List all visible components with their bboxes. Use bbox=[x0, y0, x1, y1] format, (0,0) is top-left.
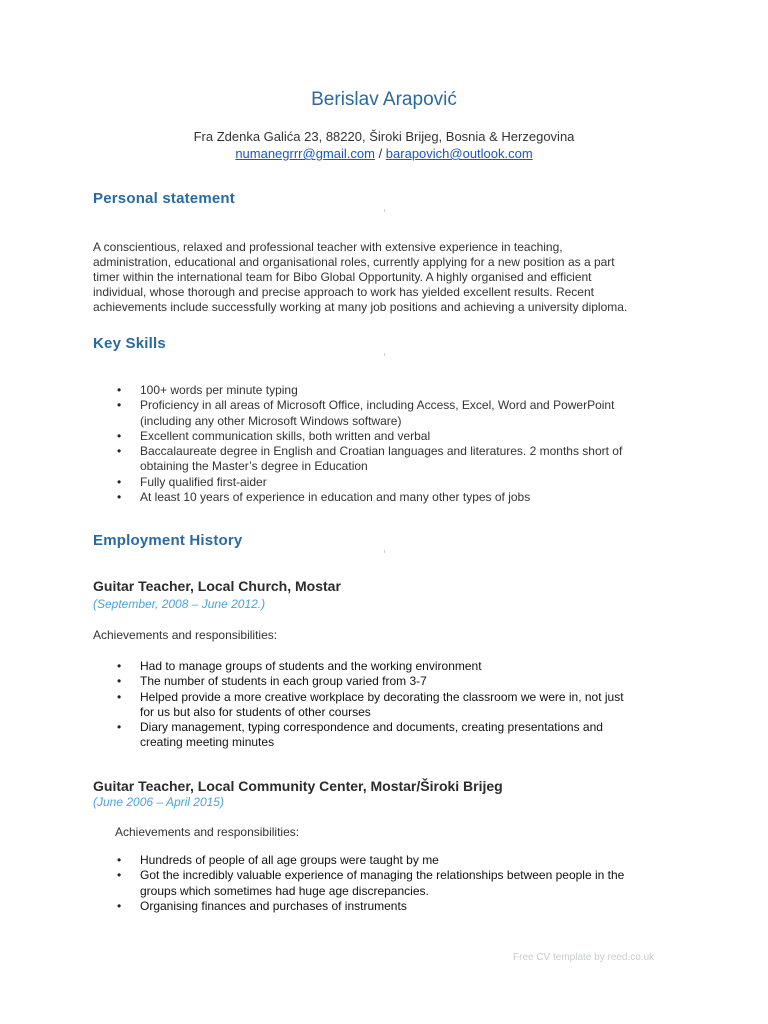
job-title: Guitar Teacher, Local Community Center, Mostar/Široki Brijeg bbox=[93, 778, 503, 794]
list-item: • Got the incredibly valuable experience of managing the relationships between people in the groups which sometimes had huge age discrepancies. bbox=[93, 868, 673, 899]
list-item: • Hundreds of people of all age groups were taught by me bbox=[93, 853, 673, 868]
candidate-address: Fra Zdenka Galića 23, 88220, Široki Brijeg, Bosnia & Herzegovina bbox=[193, 129, 575, 144]
achievements-label: Achievements and responsibilities: bbox=[93, 628, 278, 642]
list-item: • Fully qualified first-aider bbox=[93, 475, 673, 490]
job-dates: (September, 2008 – June 2012.) bbox=[93, 597, 266, 611]
achievements-label: Achievements and responsibilities: bbox=[115, 825, 300, 839]
personal-statement-heading: Personal statement bbox=[93, 190, 235, 207]
list-item: • Diary management, typing correspondence and documents, creating presentations and creating meeting minutes bbox=[93, 720, 673, 751]
key-skills-list bbox=[93, 383, 673, 505]
list-item: • Organising finances and purchases of instruments bbox=[93, 899, 673, 914]
job-responsibilities-list bbox=[93, 659, 673, 751]
list-item: • Baccalaureate degree in English and Croatian languages and literatures. 2 months short of obtaining the Master’s degree in Education bbox=[93, 444, 673, 475]
statement-line: timer within the international team for Bibo Global Opportunity. A highly organised and efficient bbox=[93, 270, 592, 284]
list-item: • Had to manage groups of students and the working environment bbox=[93, 659, 673, 674]
employment-history-heading: Employment History bbox=[93, 532, 243, 549]
list-item: • Excellent communication skills, both written and verbal bbox=[93, 429, 673, 444]
statement-line: individual, whose thorough and precise approach to work has yielded excellent results. Recent bbox=[93, 285, 594, 299]
key-skills-heading: Key Skills bbox=[93, 335, 166, 352]
section-divider-mark bbox=[384, 209, 385, 212]
list-item: • At least 10 years of experience in education and many other types of jobs bbox=[93, 490, 673, 505]
job-title: Guitar Teacher, Local Church, Mostar bbox=[93, 578, 341, 594]
template-credit: Free CV template by reed.co.uk bbox=[513, 952, 655, 963]
job-dates: (June 2006 – April 2015) bbox=[93, 795, 224, 809]
list-item: • Helped provide a more creative workplace by decorating the classroom we were in, not just for us but also for students of other courses bbox=[93, 690, 673, 721]
section-divider-mark bbox=[384, 353, 385, 356]
contact-emails bbox=[0, 146, 768, 162]
personal-statement-text bbox=[93, 240, 673, 315]
candidate-name: Berislav Arapović bbox=[311, 89, 457, 110]
job-responsibilities-list bbox=[93, 853, 673, 914]
list-item: • The number of students in each group varied from 3-7 bbox=[93, 674, 673, 689]
email-link-secondary[interactable]: barapovich@outlook.com bbox=[385, 146, 533, 161]
email-separator: / bbox=[374, 146, 386, 161]
email-link-primary[interactable]: numanegrrr@gmail.com bbox=[235, 146, 375, 161]
section-divider-mark bbox=[384, 550, 385, 553]
statement-line: achievements include successfully working at many job positions and achieving a university diploma. bbox=[93, 300, 628, 314]
statement-line: A conscientious, relaxed and professional teacher with extensive experience in teaching, bbox=[93, 240, 563, 254]
statement-line: administration, educational and organisational roles, currently applying for a new position as a part bbox=[93, 255, 615, 269]
list-item: • 100+ words per minute typing bbox=[93, 383, 673, 398]
list-item: • Proficiency in all areas of Microsoft Office, including Access, Excel, Word and PowerPoint (including any other Microsoft Windows software) bbox=[93, 398, 673, 429]
